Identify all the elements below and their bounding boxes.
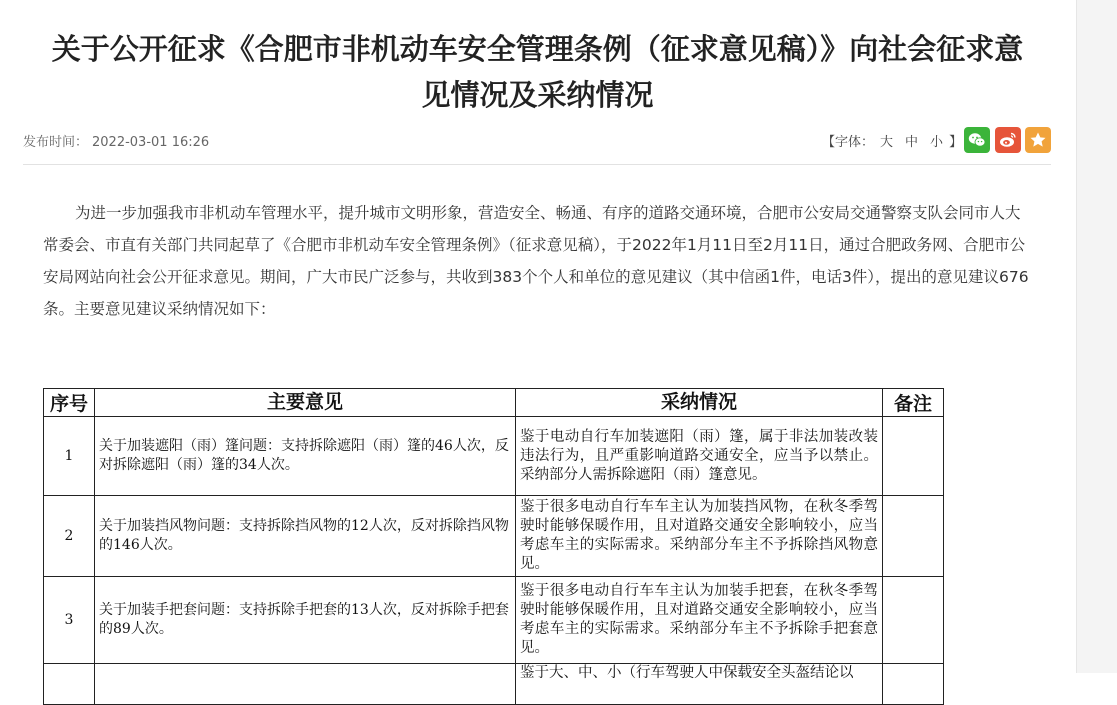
table-row <box>44 577 944 664</box>
intro-paragraph: 为进一步加强我市非机动车管理水平，提升城市文明形象，营造安全、畅通、有序的道路交通环境，合肥市公安局交通警察支队会同市人大常委会、市直有关部门共同起草了《合肥市非机动车安全管理条例》（征求意见稿），于2022年1月11日至2月11日，通过合肥政务网、合肥市公安局网站向社会公开征求意见。期间，广大市民广泛参与，共收到383个个人和单位的意见建议（其中信函1件，电话3件），提出的意见建议676条。主要意见建议采纳情况如下： <box>43 204 1029 318</box>
page-right-margin <box>1076 0 1117 673</box>
row-note <box>883 417 944 496</box>
header-adoption: 采纳情况 <box>516 389 883 417</box>
opinion-table <box>43 388 944 705</box>
publish-label: 发布时间： <box>23 135 89 150</box>
wechat-icon <box>967 130 987 150</box>
row-serial: 2 <box>44 496 95 577</box>
weibo-share-button[interactable] <box>995 127 1021 153</box>
row-serial <box>44 664 95 705</box>
article-title: 关于公开征求《合肥市非机动车安全管理条例（征求意见稿）》向社会征求意见情况及采纳情况 <box>51 32 1024 112</box>
font-size-close: 】 <box>949 135 963 150</box>
row-adoption: 鉴于很多电动自行车车主认为加装手把套，在秋冬季驾驶时能够保暖作用，且对道路交通安全影响较小，应当考虑车主的实际需求。采纳部分车主不予拆除手把套意见。 <box>516 577 883 664</box>
row-serial: 3 <box>44 577 95 664</box>
table-header-row <box>44 389 944 417</box>
table-row <box>44 496 944 577</box>
row-serial: 1 <box>44 417 95 496</box>
header-divider <box>23 164 1051 165</box>
favorite-button[interactable] <box>1025 127 1051 153</box>
publish-info <box>23 131 213 150</box>
row-opinion: 关于加装挡风物问题：支持拆除挡风物的12人次，反对拆除挡风物的146人次。 <box>95 496 516 577</box>
weibo-icon <box>998 130 1018 150</box>
row-adoption: 鉴于很多电动自行车车主认为加装挡风物，在秋冬季驾驶时能够保暖作用，且对道路交通安全影响较小，应当考虑车主的实际需求。采纳部分车主不予拆除挡风物意见。 <box>516 496 883 577</box>
row-note <box>883 664 944 705</box>
font-size-large[interactable]: 大 <box>880 135 894 150</box>
row-note <box>883 496 944 577</box>
row-opinion <box>95 664 516 705</box>
publish-time: 2022-03-01 16:26 <box>92 135 210 150</box>
header-note: 备注 <box>883 389 944 417</box>
font-size-small[interactable]: 小 <box>930 135 944 150</box>
row-opinion: 关于加装手把套问题：支持拆除手把套的13人次，反对拆除手把套的89人次。 <box>95 577 516 664</box>
font-size-medium[interactable]: 中 <box>905 135 919 150</box>
favorite-icon <box>1028 130 1048 150</box>
row-adoption: 鉴于电动自行车加装遮阳（雨）篷，属于非法加装改装违法行为，且严重影响道路交通安全，应当予以禁止。采纳部分人需拆除遮阳（雨）篷意见。 <box>516 417 883 496</box>
header-opinion: 主要意见 <box>95 389 516 417</box>
table-row <box>44 664 944 705</box>
wechat-share-button[interactable] <box>964 127 990 153</box>
font-size-open: 【字体： <box>822 135 875 150</box>
row-note <box>883 577 944 664</box>
row-opinion: 关于加装遮阳（雨）篷问题：支持拆除遮阳（雨）篷的46人次，反对拆除遮阳（雨）篷的34人次。 <box>95 417 516 496</box>
header-serial: 序号 <box>44 389 95 417</box>
row-adoption: 鉴于大、中、小（行车驾驶人中保载安全头盔结论以 <box>516 664 883 705</box>
table-row <box>44 417 944 496</box>
font-size-switcher <box>822 131 962 150</box>
